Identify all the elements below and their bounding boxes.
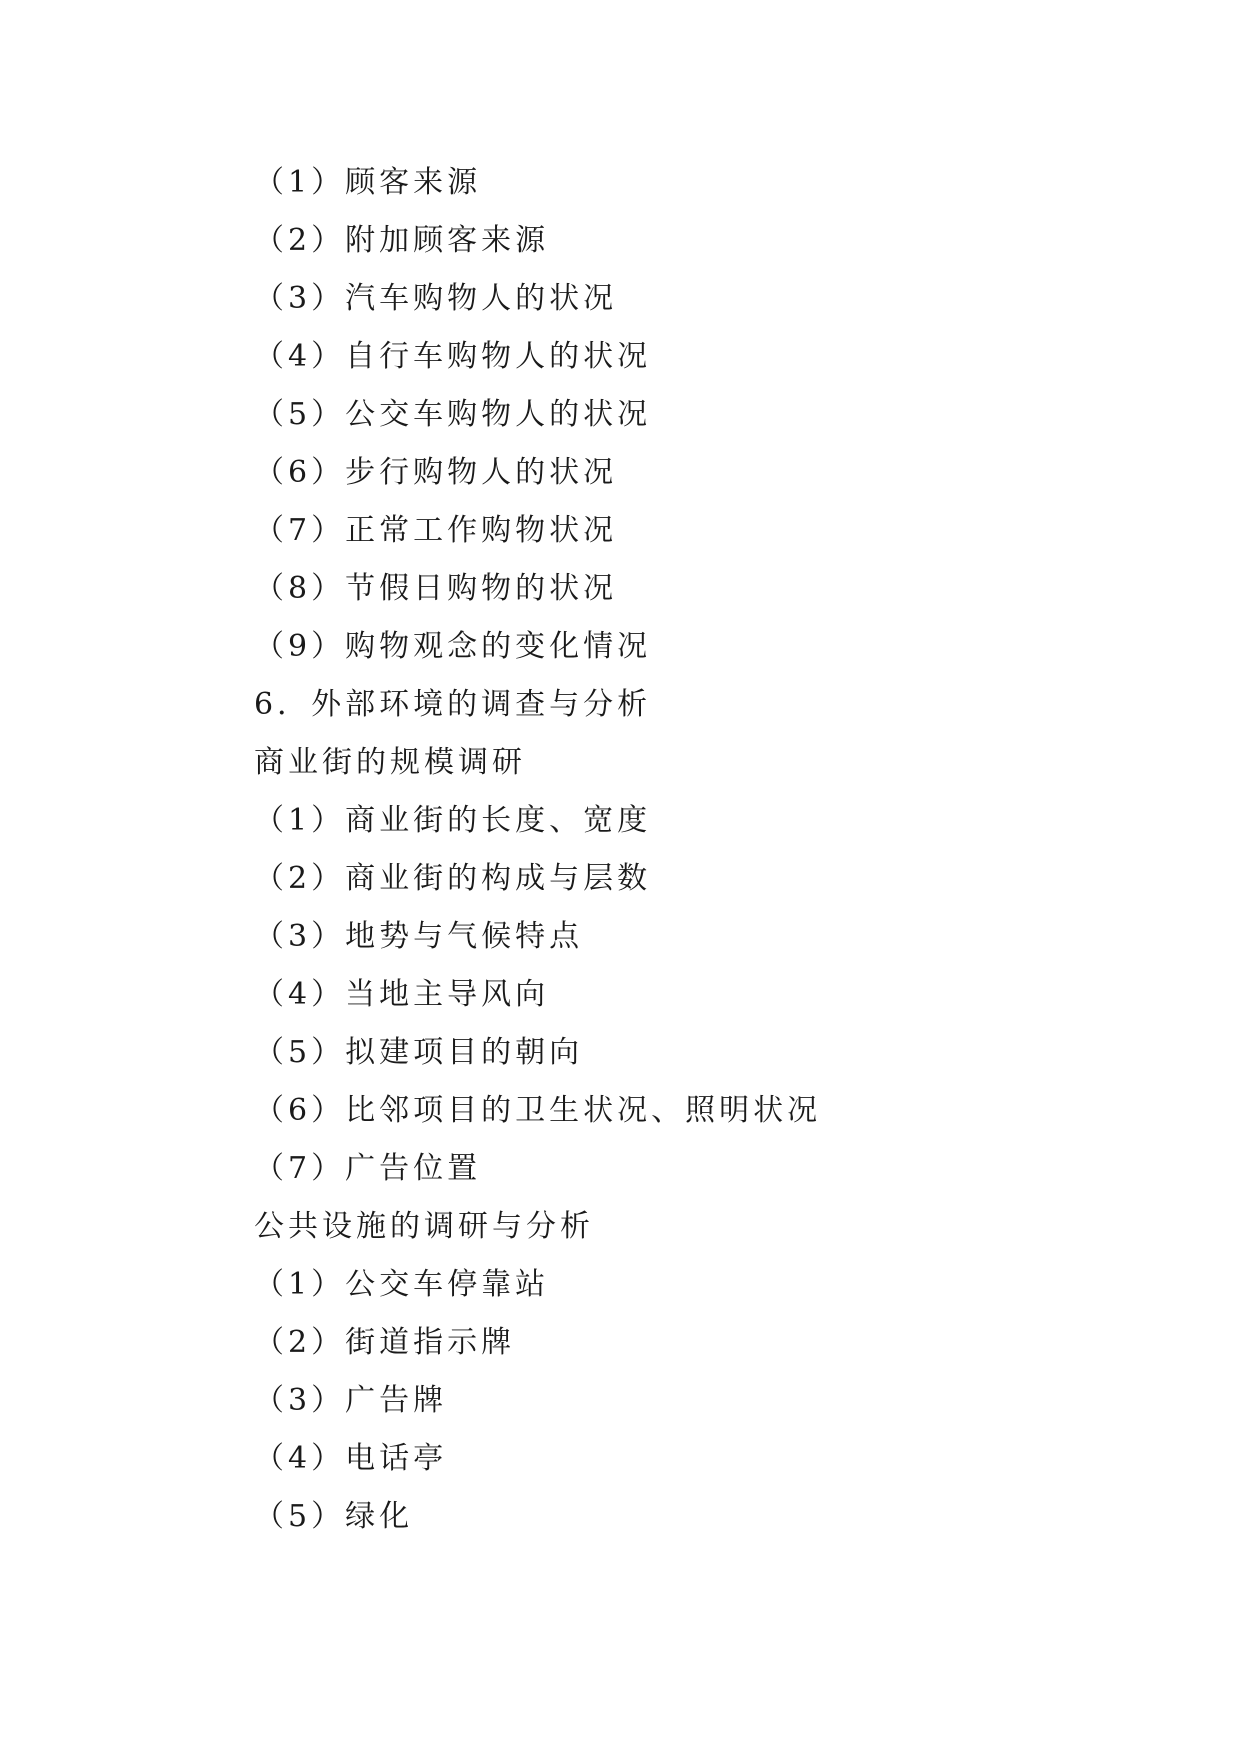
list-item: （5）公交车购物人的状况 [254,397,652,432]
list-item: （4）自行车购物人的状况 [254,339,652,374]
list-item: （5）绿化 [254,1499,414,1534]
list-item: （8）节假日购物的状况 [254,571,618,606]
list-item: （3）汽车购物人的状况 [254,281,618,316]
document-body [254,154,821,1546]
list-item: （2）街道指示牌 [254,1325,516,1360]
list-item: （4）当地主导风向 [254,977,550,1012]
list-item: （5）拟建项目的朝向 [254,1035,584,1070]
section-heading: 6．外部环境的调查与分析 [254,687,652,722]
list-item: （6）步行购物人的状况 [254,455,618,490]
list-item: （1）公交车停靠站 [254,1267,550,1302]
subsection-heading: 商业街的规模调研 [254,745,526,780]
list-item: （4）电话亭 [254,1441,448,1476]
list-item: （6）比邻项目的卫生状况、照明状况 [254,1093,822,1128]
list-item: （2）附加顾客来源 [254,223,550,258]
list-item: （2）商业街的构成与层数 [254,861,652,896]
list-item: （3）广告牌 [254,1383,448,1418]
list-item: （9）购物观念的变化情况 [254,629,652,664]
list-item: （1）商业街的长度、宽度 [254,803,652,838]
list-item: （1）顾客来源 [254,165,482,200]
subsection-heading: 公共设施的调研与分析 [254,1209,594,1244]
list-item: （3）地势与气候特点 [254,919,584,954]
list-item: （7）广告位置 [254,1151,482,1186]
list-item: （7）正常工作购物状况 [254,513,618,548]
